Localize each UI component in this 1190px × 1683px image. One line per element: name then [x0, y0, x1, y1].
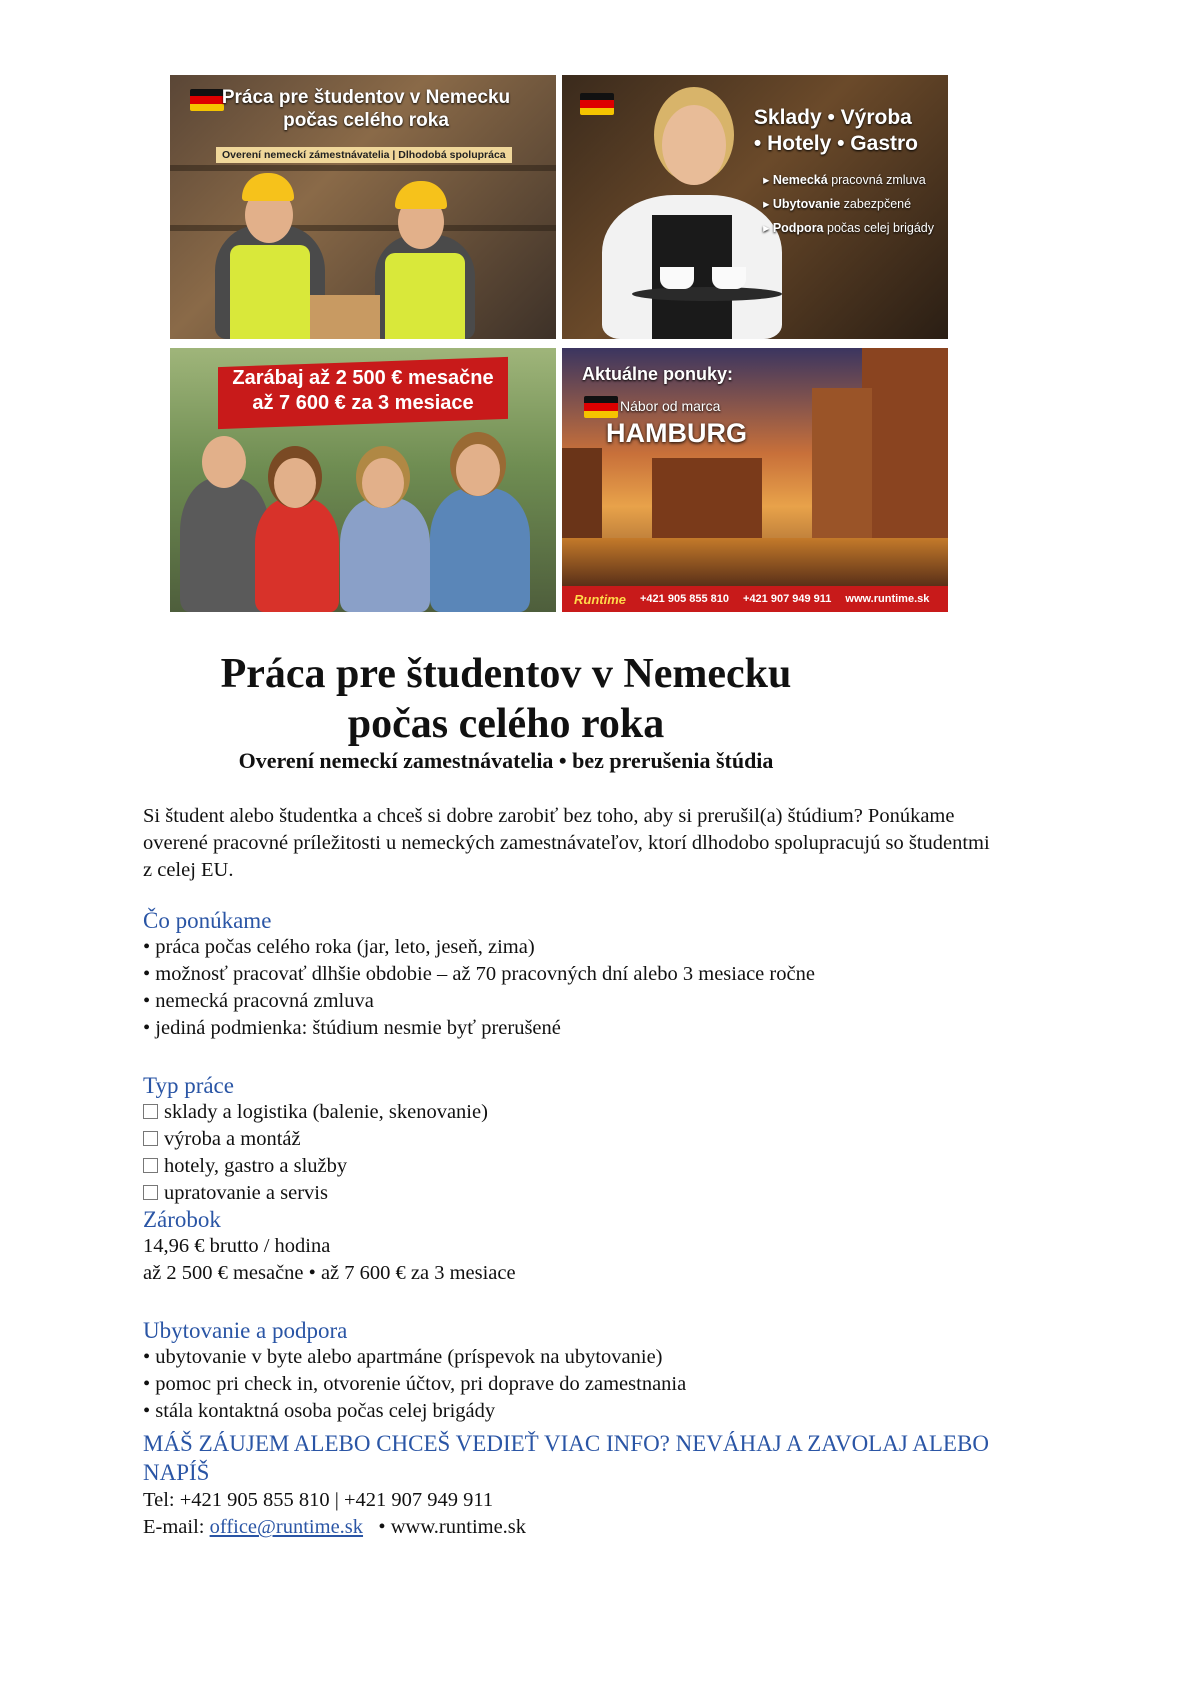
hard-hat-icon: [395, 181, 447, 209]
section-heading: Typ práce: [143, 1073, 234, 1098]
support-section: [143, 1318, 1043, 1425]
contact-email-line: E-mail: office@runtime.sk • www.runtime.sk: [143, 1516, 527, 1538]
runtime-logo: Runtime: [574, 591, 626, 607]
shelf-decoration: [170, 225, 556, 231]
checkbox-icon: [143, 1131, 158, 1146]
list-item: • ubytovanie v byte alebo apartmáne (príspevok na ubytovanie): [143, 1346, 663, 1368]
tile-heading: Práca pre študentov v Nemecku počas celého roka: [221, 87, 511, 131]
student-face: [274, 458, 316, 508]
list-item: sklady a logistika (balenie, skenovanie): [143, 1099, 1043, 1126]
checkbox-icon: [143, 1185, 158, 1200]
list-item: • pomoc pri check in, otvorenie účtov, pri doprave do zamestnania: [143, 1373, 687, 1395]
page-subtitle: Overení nemeckí zamestnávatelia • bez prerušenia štúdia: [238, 748, 774, 773]
student-face: [362, 458, 404, 508]
list-item: • stála kontaktná osoba počas celej brigády: [143, 1400, 496, 1422]
city-name: HAMBURG: [606, 418, 747, 448]
list-item: • možnosť pracovať dlhšie obdobie – až 70 pracovných dní alebo 3 mesiace ročne: [143, 963, 815, 985]
canal-water: [562, 538, 948, 586]
waitress-face: [662, 105, 726, 185]
tile-subline: Overení nemeckí zámestnávatelia | Dlhodobá spolupráca: [216, 147, 512, 163]
german-flag-icon: [580, 93, 614, 115]
safety-vest: [230, 245, 310, 339]
german-flag-icon: [584, 396, 618, 418]
title-line: počas celého roka: [347, 700, 665, 747]
title-line: Práca pre študentov v Nemecku: [220, 651, 792, 697]
contact-bar: [562, 586, 948, 612]
student-face: [202, 436, 246, 488]
call-to-action: MÁŠ ZÁUJEM ALEBO CHCEŠ VEDIEŤ VIAC INFO? NEVÁHAJ A ZAVOLAJ ALEBO NAPÍŠ: [143, 1431, 989, 1485]
website: www.runtime.sk: [845, 593, 930, 605]
section-heading: Ubytovanie a podpora: [143, 1318, 348, 1343]
serving-tray: [632, 287, 782, 301]
student-figure: [430, 488, 530, 612]
checkbox-icon: [143, 1158, 158, 1173]
promo-collage: [170, 75, 948, 612]
student-figure: [340, 498, 430, 612]
list-item: upratovanie a servis: [143, 1180, 1043, 1207]
hard-hat-icon: [242, 173, 294, 201]
tile-bullet-list: [763, 169, 934, 240]
students-image-tile: [170, 348, 556, 612]
list-item: • práca počas celého roka (jar, leto, jeseň, zima): [143, 936, 535, 958]
section-heading: Zárobok: [143, 1207, 221, 1232]
coffee-cup-icon: [712, 267, 746, 289]
bullet-item: ▸ Podpora počas celej brigády: [763, 220, 934, 235]
contact-section: [143, 1487, 1043, 1541]
tile-heading: Aktuálne ponuky:: [582, 364, 734, 384]
hamburg-image-tile: [562, 348, 948, 612]
cardboard-box: [310, 295, 380, 339]
shelf-decoration: [170, 165, 556, 171]
building-decoration: [652, 458, 762, 538]
email-link[interactable]: office@runtime.sk: [209, 1516, 364, 1538]
tile-heading: Sklady • Výroba • Hotely • Gastro: [753, 106, 918, 156]
warehouse-image-tile: [170, 75, 556, 339]
bullet-item: ▸ Ubytovanie zabezpčené: [763, 196, 912, 211]
list-item: výroba a montáž: [143, 1126, 1043, 1153]
tile-subheading: Nábor od marca: [620, 398, 721, 414]
phone-number: +421 907 949 911: [743, 593, 832, 605]
intro-paragraph: Si študent alebo študentka a chceš si dobre zarobiť bez toho, aby si prerušil(a) štúdium? Ponúkame overené pracovné príležitosti u nemeckých zamestnávateľov, ktorí dlhodobo spolupracujú so študentmi z celej EU.: [143, 805, 990, 881]
student-figure: [255, 498, 339, 612]
contact-phone: Tel: +421 905 855 810 | +421 907 949 911: [143, 1489, 494, 1511]
offer-section: [143, 908, 1043, 1042]
section-heading: Čo ponúkame: [143, 908, 272, 933]
list-item: • jediná podmienka: štúdium nesmie byť prerušené: [143, 1017, 561, 1039]
list-item: hotely, gastro a služby: [143, 1153, 1043, 1180]
contact-website: • www.runtime.sk: [363, 1516, 527, 1538]
waitress-image-tile: [562, 75, 948, 339]
student-face: [456, 444, 500, 496]
safety-vest: [385, 253, 465, 339]
earnings-banner-text: Zarábaj až 2 500 € mesačne až 7 600 € za 3 mesiace: [232, 367, 494, 414]
coffee-cup-icon: [660, 267, 694, 289]
checkbox-icon: [143, 1104, 158, 1119]
work-type-section: [143, 1073, 1043, 1287]
salary-hourly: 14,96 € brutto / hodina: [143, 1235, 331, 1257]
salary-monthly: až 2 500 € mesačne • až 7 600 € za 3 mesiace: [143, 1262, 516, 1284]
page-title: [0, 650, 1012, 749]
phone-number: +421 905 855 810: [640, 593, 730, 605]
list-item: • nemecká pracovná zmluva: [143, 990, 374, 1012]
bullet-item: ▸ Nemecká pracovná zmluva: [763, 173, 926, 187]
